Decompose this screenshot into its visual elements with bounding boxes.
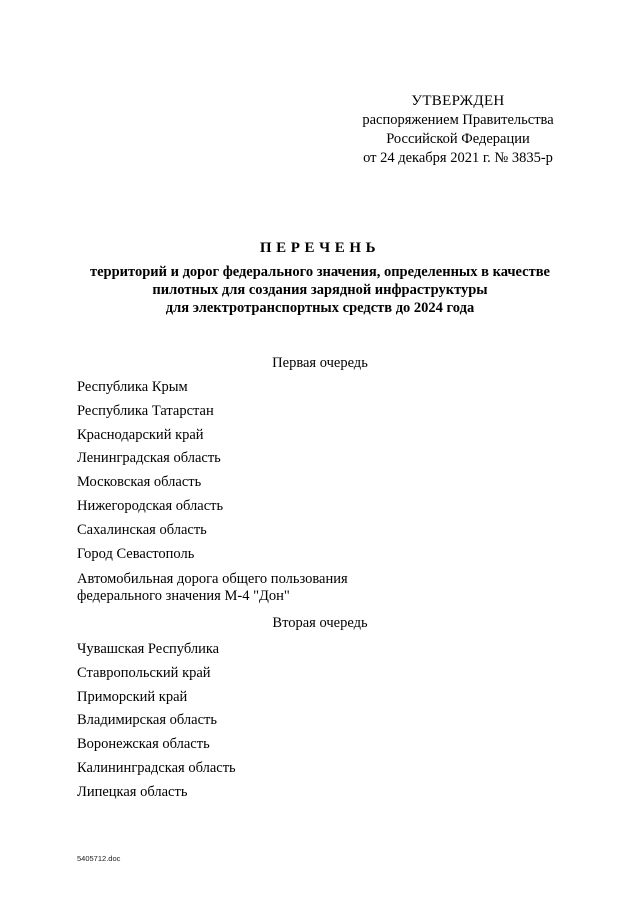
list-item: Воронежская область (77, 736, 210, 753)
first-stage-heading: Первая очередь (272, 355, 368, 371)
road-line-1: Автомобильная дорога общего пользования (77, 571, 348, 587)
subtitle-line-2: пилотных для создания зарядной инфраструктуры (152, 282, 488, 298)
road-item (77, 571, 577, 605)
list-item: Чувашская Республика (77, 641, 220, 657)
subtitle-line-1: территорий и дорог федерального значения, определенных в качестве (89, 264, 550, 280)
approval-line-2: Российской Федерации (386, 131, 530, 147)
list-item: Калининградская область (77, 759, 236, 776)
document-subtitle (60, 263, 580, 317)
list-item: Ленинградская область (77, 450, 221, 467)
approval-line-1: распоряжением Правительства (362, 112, 554, 128)
list-item: Город Севастополь (77, 545, 195, 562)
list-item: Владимирская область (77, 712, 217, 729)
list-item: Ставропольский край (77, 664, 211, 681)
approval-stamp (340, 92, 576, 168)
list-item: Приморский край (77, 688, 188, 705)
road-line-2: федерального значения М-4 "Дон" (77, 588, 290, 604)
document-title: ПЕРЕЧЕНЬ (259, 240, 381, 256)
approval-line-3: от 24 декабря 2021 г. № 3835-р (363, 150, 553, 166)
approval-heading: УТВЕРЖДЕН (411, 93, 505, 109)
file-reference: 5405712.doc (77, 854, 121, 863)
second-stage-heading: Вторая очередь (272, 615, 368, 631)
list-item: Краснодарский край (77, 426, 204, 443)
list-item: Сахалинская область (77, 521, 207, 538)
second-stage-list (77, 640, 577, 807)
list-item: Липецкая область (77, 783, 188, 800)
subtitle-line-3: для электротранспортных средств до 2024 года (165, 300, 475, 316)
list-item: Республика Крым (77, 379, 188, 395)
list-item: Московская область (77, 474, 202, 491)
list-item: Республика Татарстан (77, 402, 214, 419)
list-item: Нижегородская область (77, 497, 224, 514)
first-stage-list (77, 378, 577, 568)
